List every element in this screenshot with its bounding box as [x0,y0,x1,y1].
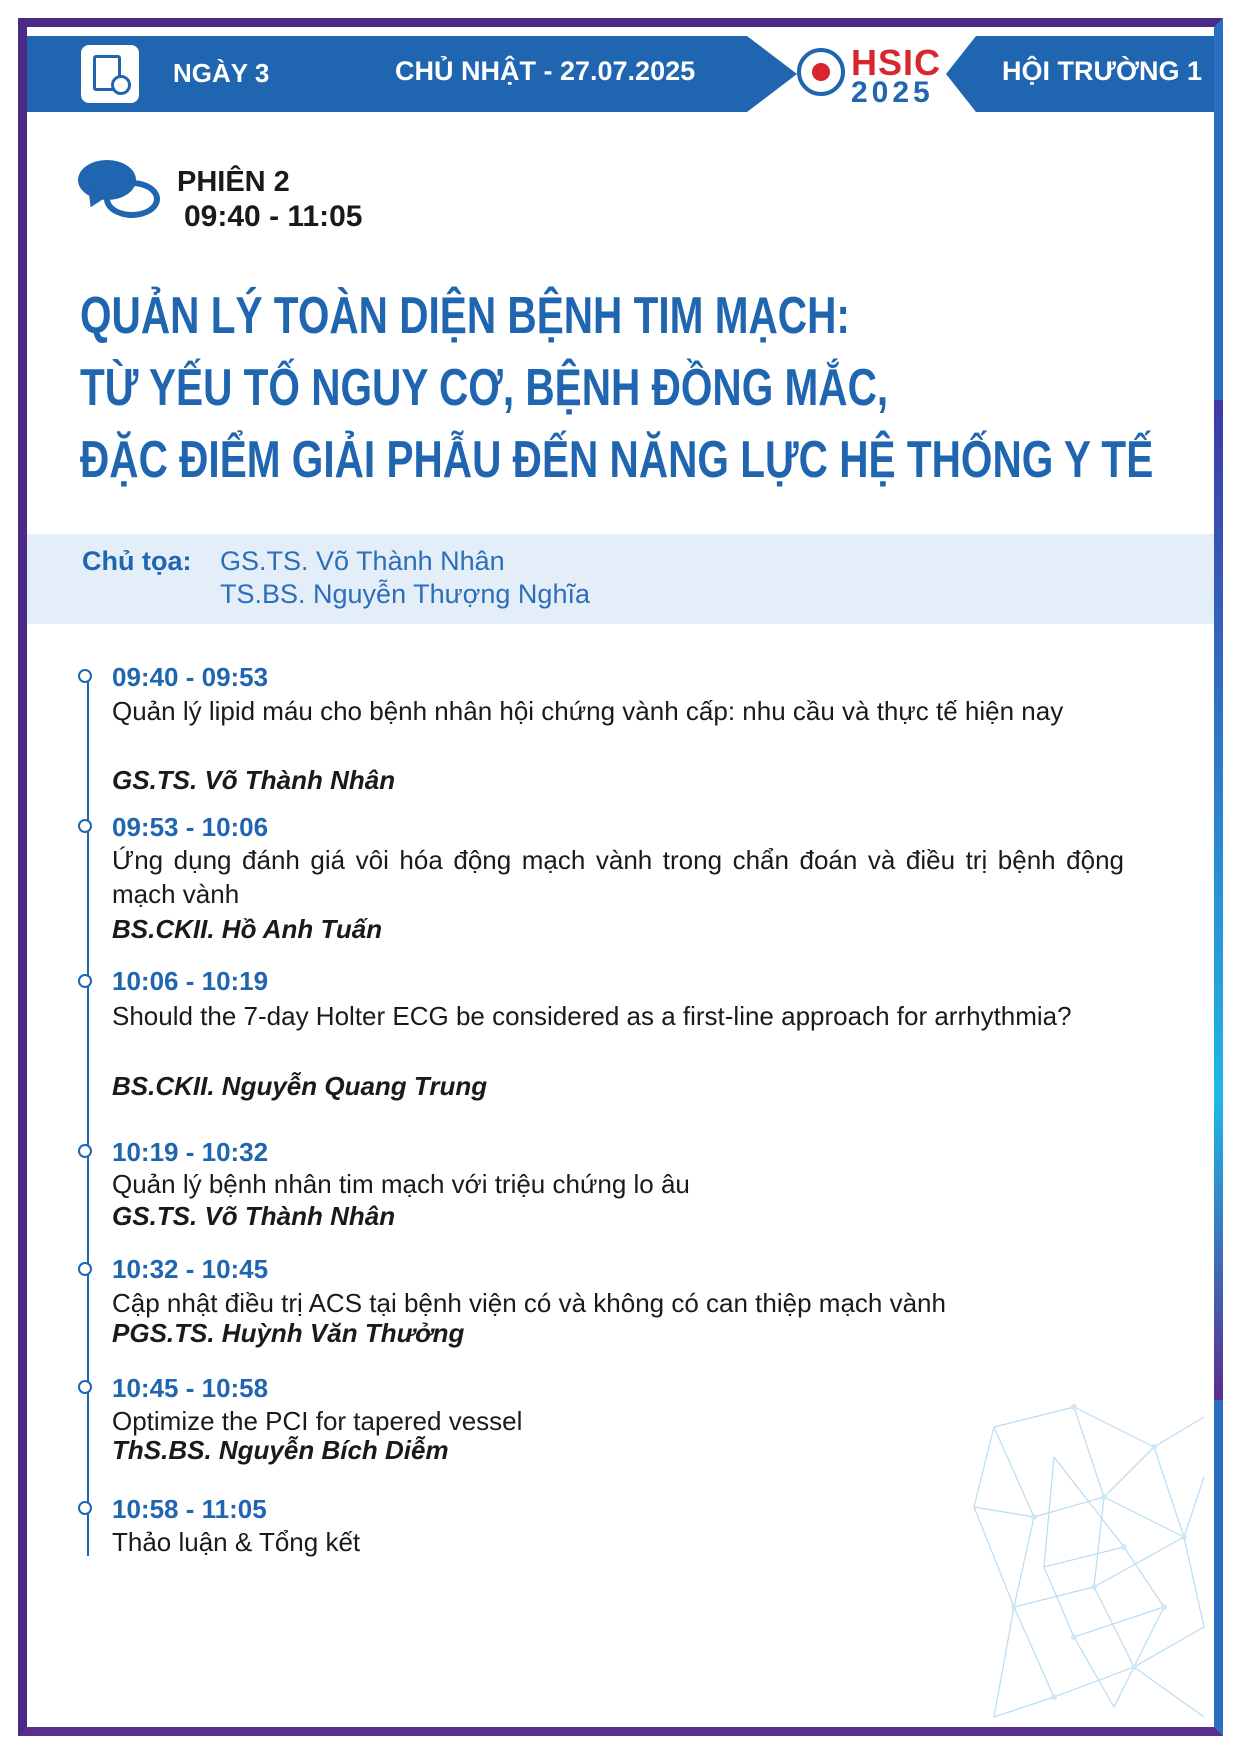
chair-name: TS.BS. Nguyễn Thượng Nghĩa [220,579,590,609]
network-pattern-decoration [954,1387,1214,1727]
agenda-time: 09:53 - 10:06 [112,812,269,842]
agenda-speaker: BS.CKII. Nguyễn Quang Trung [112,1071,488,1101]
agenda-topic: Quản lý bệnh nhân tim mạch với triệu chứng lo âu [112,1169,690,1199]
agenda-time: 10:32 - 10:45 [112,1254,269,1284]
logo-text: HSIC [851,42,942,83]
agenda-speaker: GS.TS. Võ Thành Nhân [112,1201,396,1231]
agenda-time: 10:06 - 10:19 [112,966,269,996]
timeline-line [87,676,89,1556]
agenda-speaker: PGS.TS. Huỳnh Văn Thưởng [112,1318,465,1348]
agenda-time: 09:40 - 09:53 [112,662,269,692]
timeline-dot [78,669,92,683]
timeline-dot [78,1380,92,1394]
agenda-time: 10:58 - 11:05 [112,1494,267,1524]
frame-accent [1214,400,1223,1400]
title-line: ĐẶC ĐIỂM GIẢI PHẪU ĐẾN NĂNG LỰC HỆ THỐNG Y TẾ [80,431,1154,489]
seal-icon [797,48,845,96]
timeline-dot [78,819,92,833]
calendar-clock-icon [81,45,139,103]
timeline-dot [78,974,92,988]
timeline-dot [78,1262,92,1276]
hsic-logo [787,42,977,109]
header-bar [27,36,1214,112]
agenda-topic: Thảo luận & Tổng kết [112,1527,361,1557]
chair-name: GS.TS. Võ Thành Nhân [220,546,505,576]
session-time: 09:40 - 11:05 [184,200,363,233]
hall-label: HỘI TRƯỜNG 1 [1002,56,1202,86]
date-label: CHỦ NHẬT - 27.07.2025 [395,56,696,86]
timeline-dot [78,1501,92,1515]
agenda-speaker: BS.CKII. Hồ Anh Tuấn [112,914,383,944]
logo-year: 2025 [851,76,934,109]
chair-band [27,534,1214,624]
chair-label: Chủ tọa: [82,546,192,576]
agenda-topic: Should the 7-day Holter ECG be considered as a first-line approach for arrhythmia? [112,1001,1072,1031]
chat-bubbles-icon [78,160,160,230]
day-label: NGÀY 3 [173,58,270,88]
agenda-topic: Quản lý lipid máu cho bệnh nhân hội chứng vành cấp: nhu cầu và thực tế hiện nay [112,696,1064,726]
chair-names [220,545,590,611]
agenda-topic: Ứng dụng đánh giá vôi hóa động mạch vành trong chẩn đoán và điều trị bệnh động mạch vành [112,845,1124,909]
session-title [80,280,1154,496]
agenda-time: 10:45 - 10:58 [112,1373,269,1403]
session-name: PHIÊN 2 [177,166,290,198]
timeline-dot [78,1144,92,1158]
agenda-speaker: ThS.BS. Nguyễn Bích Diễm [112,1435,449,1465]
title-line: QUẢN LÝ TOÀN DIỆN BỆNH TIM MẠCH: [80,287,850,345]
agenda-time: 10:19 - 10:32 [112,1137,269,1167]
agenda-topic: Cập nhật điều trị ACS tại bệnh viện có và không có can thiệp mạch vành [112,1288,946,1318]
agenda-speaker: GS.TS. Võ Thành Nhân [112,765,396,795]
agenda-topic: Optimize the PCI for tapered vessel [112,1406,523,1436]
title-line: TỪ YẾU TỐ NGUY CƠ, BỆNH ĐỒNG MẮC, [80,359,889,417]
